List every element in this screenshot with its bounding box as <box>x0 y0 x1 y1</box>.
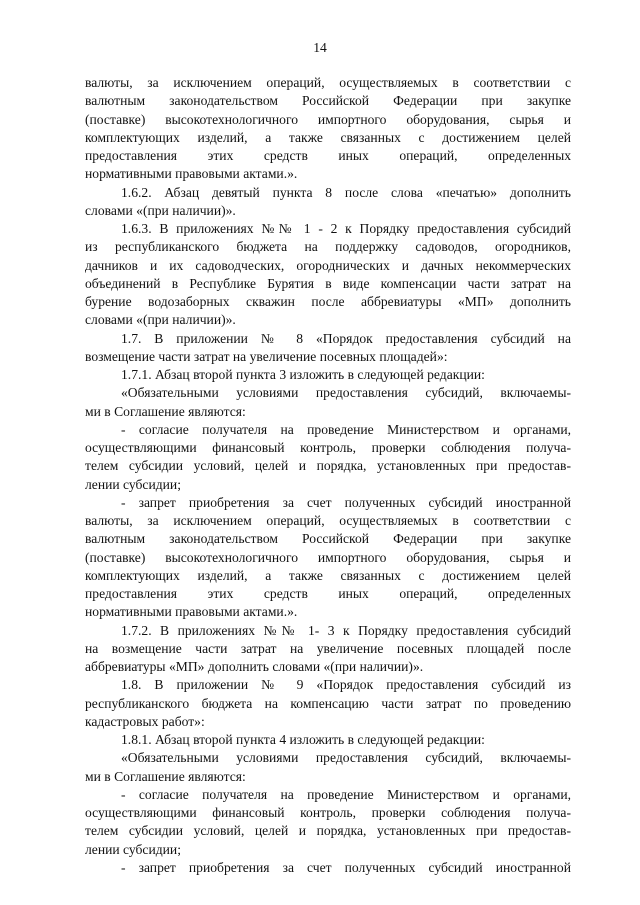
text-line: валютным законодательством Российской Федерации при закупке <box>85 531 571 547</box>
text-line: лении субсидии; <box>85 841 181 857</box>
text-line: кадастровых работ»: <box>85 713 205 729</box>
text-line: валюты, за исключением операций, осуществляемых в соответствии с <box>85 513 571 528</box>
text-line: бурение водозаборных скважин после аббревиатуры «МП» дополнить <box>85 294 571 309</box>
text-line: - запрет приобретения за счет полученных субсидий иностранной <box>121 859 571 875</box>
text-line: из республиканского бюджета на поддержку садоводов, огородников, <box>85 239 571 255</box>
text-line: на возмещение части затрат на увеличение посевных площадей после <box>85 640 571 656</box>
text-line: - согласие получателя на проведение Министерством и органами, <box>121 786 571 802</box>
text-line: «Обязательными условиями предоставления субсидий, включаемы- <box>121 385 571 401</box>
text-line: предоставления этих средств иных операций, определенных <box>85 586 571 601</box>
text-line: лении субсидии; <box>85 476 181 492</box>
text-line: «Обязательными условиями предоставления субсидий, включаемы- <box>121 750 571 766</box>
text-line: 1.6.2. Абзац девятый пункта 8 после слова «печатью» дополнить <box>121 184 571 200</box>
text-line: нормативными правовыми актами.». <box>85 604 298 620</box>
text-line: аббревиатуры «МП» дополнить словами «(при наличии)». <box>85 659 424 674</box>
text-line: 1.8.1. Абзац второй пункта 4 изложить в следующей редакции: <box>121 732 485 747</box>
text-line: 1.7.1. Абзац второй пункта 3 изложить в следующей редакции: <box>121 367 485 382</box>
text-line: комплектующих изделий, а также связанных с достижением целей <box>85 567 571 583</box>
text-line: 1.7.2. В приложениях №№ 1- 3 к Порядку предоставления субсидий <box>121 622 571 638</box>
text-line: - запрет приобретения за счет полученных субсидий иностранной <box>121 494 571 510</box>
text-line: (поставке) высокотехнологичного импортного оборудования, сырья и <box>85 111 571 127</box>
text-line: 1.7. В приложении № 8 «Порядок предоставления субсидий на <box>121 330 571 346</box>
text-line: республиканского бюджета на компенсацию части затрат по проведению <box>85 695 571 711</box>
text-line: осуществляющими финансовый контроль, проверки соблюдения получа- <box>85 440 571 455</box>
text-line: телем субсидии условий, целей и порядка, установленных при предостав- <box>85 823 571 839</box>
text-line: словами «(при наличии)». <box>85 202 236 218</box>
text-line: валюты, за исключением операций, осуществляемых в соответствии с <box>85 75 571 90</box>
text-line: возмещение части затрат на увеличение посевных площадей»: <box>85 348 448 364</box>
text-line: осуществляющими финансовый контроль, проверки соблюдения получа- <box>85 805 571 820</box>
text-line: комплектующих изделий, а также связанных с достижением целей <box>85 129 571 145</box>
body-text <box>85 74 571 877</box>
text-line: 1.6.3. В приложениях №№ 1 - 2 к Порядку предоставления субсидий <box>121 221 571 236</box>
text-line: - согласие получателя на проведение Министерством и органами, <box>121 421 571 437</box>
text-line: телем субсидии условий, целей и порядка, установленных при предостав- <box>85 458 571 474</box>
text-line: ми в Соглашение являются: <box>85 768 246 784</box>
text-line: (поставке) высокотехнологичного импортного оборудования, сырья и <box>85 549 571 565</box>
page-number: 14 <box>313 40 327 55</box>
text-line: нормативными правовыми актами.». <box>85 166 298 182</box>
text-line: предоставления этих средств иных операций, определенных <box>85 148 571 163</box>
text-line: словами «(при наличии)». <box>85 312 236 328</box>
text-line: объединений в Республике Бурятия в виде компенсации части затрат на <box>85 275 571 291</box>
text-line: ми в Соглашение являются: <box>85 403 246 419</box>
text-line: дачников и их садоводческих, огороднических и дачных некоммерческих <box>85 257 571 273</box>
text-line: 1.8. В приложении № 9 «Порядок предоставления субсидий из <box>121 677 571 693</box>
text-line: валютным законодательством Российской Федерации при закупке <box>85 93 571 109</box>
